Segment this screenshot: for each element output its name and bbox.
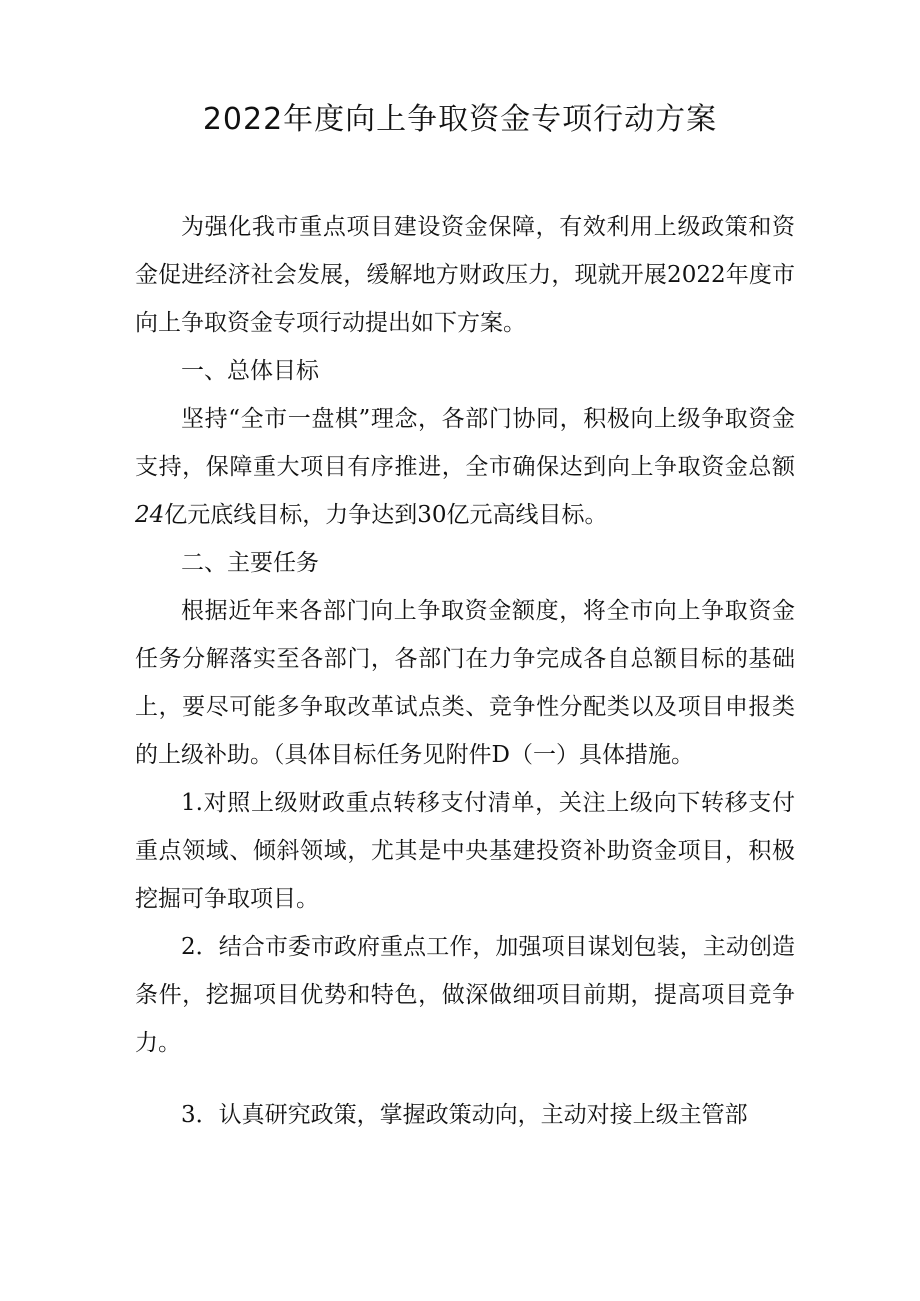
intro-paragraph: 为强化我市重点项目建设资金保障，有效利用上级政策和资金促进经济社会发展，缓解地方财政压力，现就开展2022年度市向上争取资金专项行动提出如下方案。: [135, 214, 795, 336]
measure-2-paragraph: 2．结合市委市政府重点工作，加强项目谋划包装，主动创造条件，挖掘项目优势和特色，做深做细项目前期，提高项目竞争力。: [135, 934, 795, 1056]
overall-goal-paragraph: [135, 395, 795, 539]
document-body: [135, 203, 795, 1139]
goal-text-part1: 坚持“全市一盘棋”理念，各部门协同，积极向上级争取资金支持，保障重大项目有序推进，全市确保达到向上争取资金总额: [135, 406, 795, 480]
section-heading-overall-goal: 一、总体目标: [181, 358, 319, 384]
measure-1-paragraph: 1.对照上级财政重点转移支付清单，关注上级向下转移支付重点领域、倾斜领域，尤其是中央基建投资补助资金项目，积极挖掘可争取项目。: [135, 790, 795, 912]
section-heading-main-tasks: 二、主要任务: [181, 550, 319, 576]
document-title: 2022年度向上争取资金专项行动方案: [202, 102, 718, 137]
goal-amount: 24: [135, 502, 165, 528]
goal-text-part2: 亿元底线目标，力争达到30亿元高线目标。: [164, 502, 608, 528]
measure-3-paragraph: 3．认真研究政策，掌握政策动向，主动对接上级主管部: [181, 1102, 748, 1128]
main-tasks-paragraph: 根据近年来各部门向上争取资金额度，将全市向上争取资金任务分解落实至各部门，各部门在力争完成各自总额目标的基础上，要尽可能多争取改革试点类、竞争性分配类以及项目申报类的上级补助。（具体目标任务见附件D（一）具体措施。: [135, 598, 795, 768]
